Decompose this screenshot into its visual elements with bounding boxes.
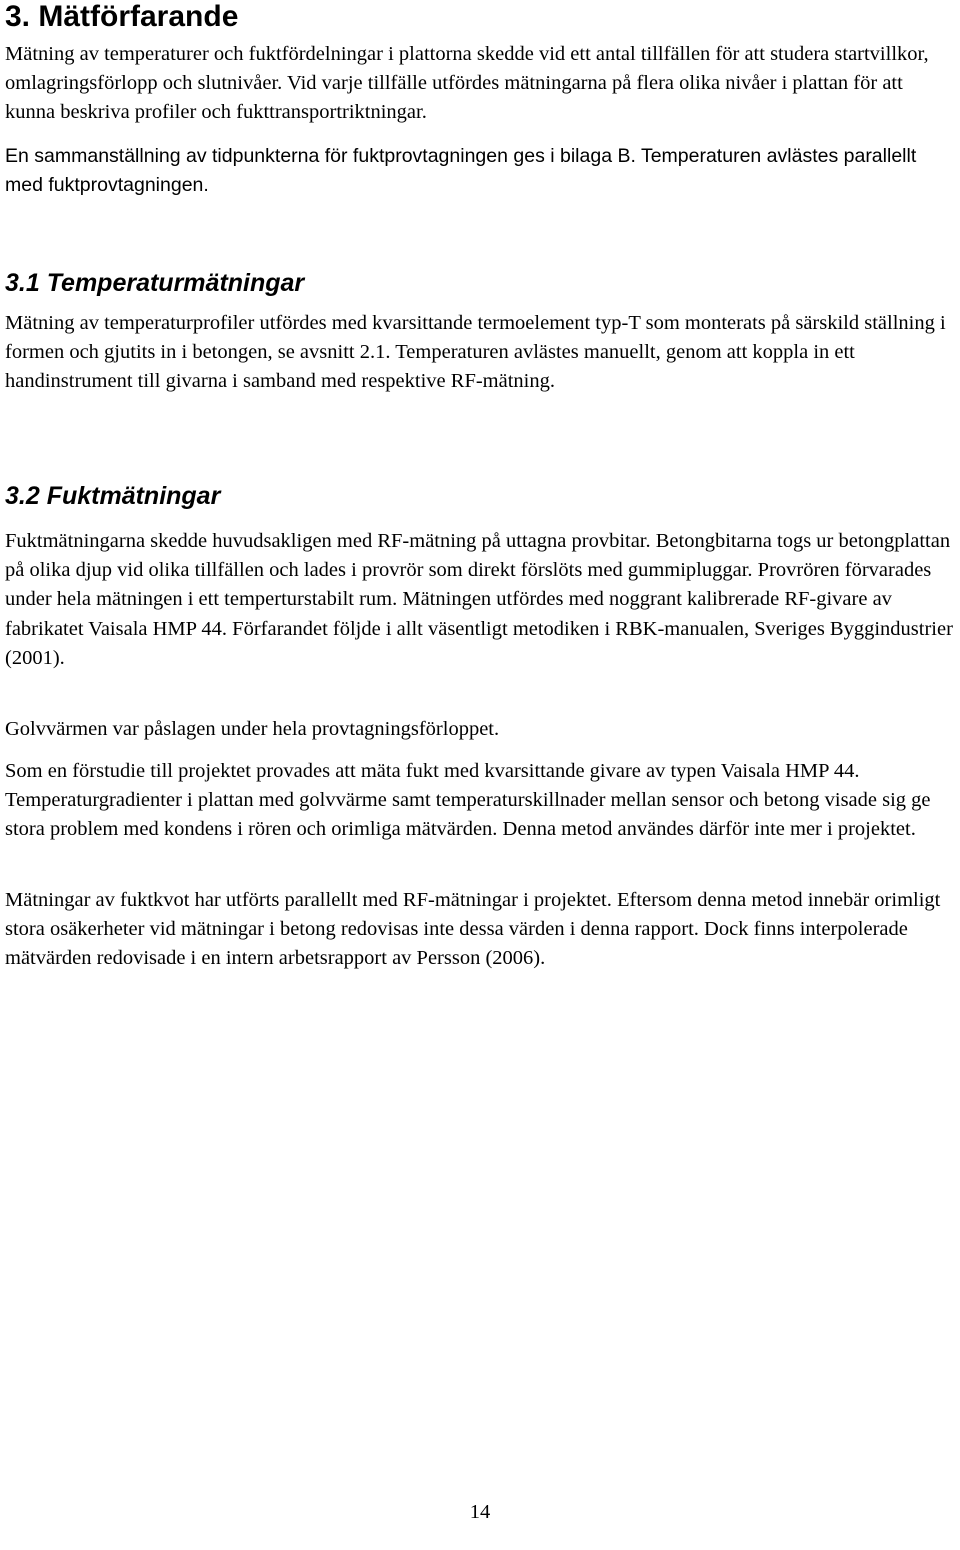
moisture-paragraph-floor-heating: Golvvärmen var påslagen under hela provtagningsförloppet. [5,718,500,740]
page-number: 14 [469,1501,491,1523]
moisture-paragraph-method: Fuktmätningarna skedde huvudsakligen med RF-mätning på uttagna provbitar. Betongbitarna togs ur betongplattan på olika djup vid olika tillfällen och lades i provrör som direkt förslöts med gummipluggar. Provrören förvarades under hela mätningen i ett temperturstabilt rum. Mätningen utfördes med noggrant kalibrerade RF-givare av fabrikatet Vaisala HMP 44. Förfarandet följde i allt väsentligt metodiken i RBK-manualen, Sveriges Byggindustrier (2001). [5,530,953,669]
subsection-heading-moisture: 3.2 Fuktmätningar [5,482,221,510]
section-title: 3. Mätförfarande [5,0,239,33]
moisture-paragraph-moisture-ratio: Mätningar av fuktkvot har utförts parallellt med RF-mätningar i projektet. Eftersom denna metod innebär orimligt stora osäkerheter vid mätningar i betong redovisas inte dessa värden i denna rapport. Dock finns interpolerade mätvärden redovisade i en intern arbetsrapport av Persson (2006). [5,889,941,970]
summary-paragraph: En sammanställning av tidpunkterna för fuktprovtagningen ges i bilaga B. Temperaturen avlästes parallellt med fuktprovtagningen. [5,145,917,197]
intro-paragraph: Mätning av temperaturer och fuktfördelningar i plattorna skedde vid ett antal tillfällen för att studera startvillkor, omlagringsförlopp och slutnivåer. Vid varje tillfälle utfördes mätningarna på flera olika nivåer i plattan för att kunna beskriva profiler och fukttransportriktningar. [5,43,929,124]
moisture-paragraph-prestudy: Som en förstudie till projektet provades att mäta fukt med kvarsittande givare av typen Vaisala HMP 44. Temperaturgradienter i plattan med golvvärme samt temperaturskillnader mellan sensor och betong visade sig ge stora problem med kondens i rören och orimliga mätvärden. Denna metod användes därför inte mer i projektet. [5,760,931,841]
temperature-paragraph: Mätning av temperaturprofiler utfördes med kvarsittande termoelement typ-T som monterats på särskild ställning i formen och gjutits in i betongen, se avsnitt 2.1. Temperaturen avlästes manuellt, genom att koppla in ett handinstrument till givarna i samband med respektive RF-mätning. [5,312,946,393]
subsection-heading-temperature: 3.1 Temperaturmätningar [5,269,305,297]
